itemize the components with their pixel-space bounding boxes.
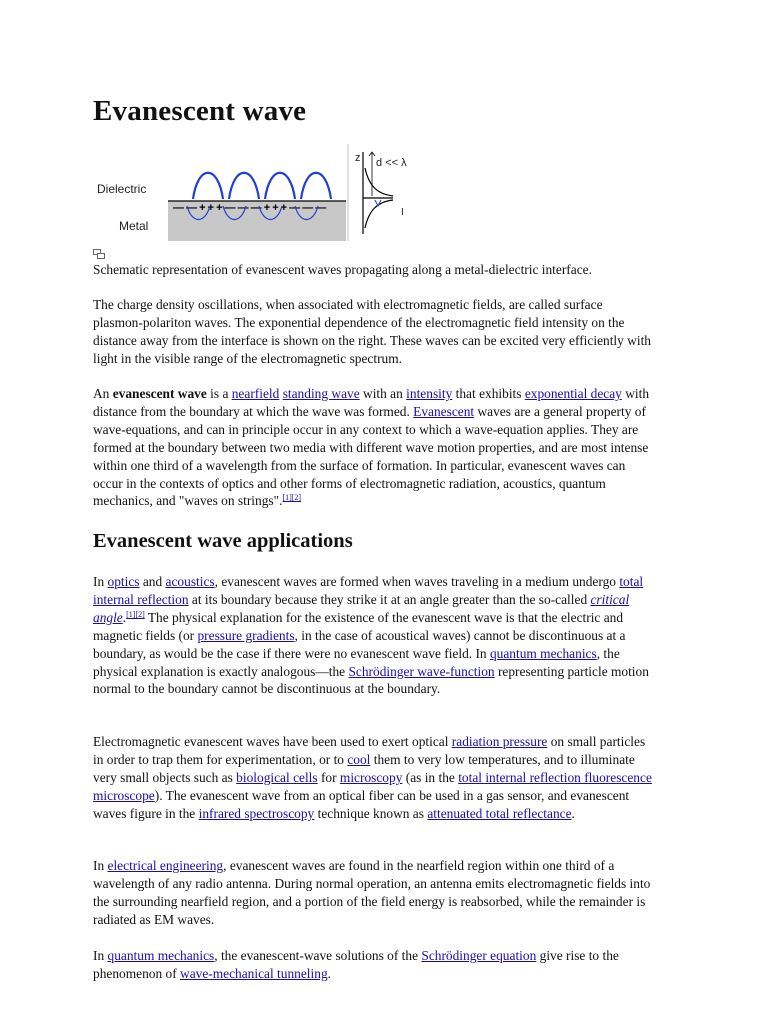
link-electrical-engineering[interactable]: electrical engineering	[107, 858, 224, 873]
section-heading: Evanescent wave applications	[93, 530, 353, 552]
link-wave-mechanical-tunneling[interactable]: wave-mechanical tunneling	[180, 965, 328, 981]
link-quantum-mechanics[interactable]: quantum mechanics	[489, 645, 597, 661]
evanescent-wave-diagram	[93, 144, 533, 274]
figure-caption: Schematic representation of evanescent waves propagating along a metal-dielectric interface.	[93, 262, 592, 277]
reference-link[interactable]: [1][2]	[126, 609, 145, 619]
link-infrared-spectroscopy[interactable]: infrared spectroscopy	[198, 805, 315, 821]
link-exponential-decay[interactable]: exponential decay	[524, 386, 622, 401]
link-acoustics[interactable]: acoustics	[165, 574, 215, 589]
paragraph-definition: An evanescent wave is a nearfield standing wave with an intensity that exhibits exponential decay with distance from the boundary at which the wave was formed. Evanescent waves are a general property of wave-equations, and can in principle occur in any context to which a wave-equation applies. They are formed at the boundary between two media with different wave motion properties, and are most intense within one third of a wavelength from the surface of formation. In particular, evanescent waves can occur in the contexts of optics and other forms of electromagnetic radiation, acoustics, quantum mechanics, and "waves on strings".[1][2]	[93, 386, 650, 509]
link-microscopy[interactable]: microscopy	[339, 769, 403, 785]
wave-arch	[301, 173, 331, 199]
link-total-internal-reflection[interactable]: total internal reflection	[93, 574, 644, 607]
wave-arch	[193, 173, 223, 199]
link-cool[interactable]: cool	[347, 751, 371, 767]
wave-arches	[193, 173, 331, 199]
paragraph-quantum: In quantum mechanics, the evanescent-wave solutions of the Schrödinger equation give rise to the phenomenon of wave-mechanical tunneling.	[93, 948, 619, 981]
reference-link[interactable]: [1][2]	[282, 493, 302, 503]
figure	[93, 144, 533, 274]
link-schrodinger-equation[interactable]: Schrödinger equation	[421, 948, 537, 963]
charge-row: — — + + + — — — + + + — — —	[173, 202, 326, 214]
link-biological-cells[interactable]: biological cells	[236, 769, 318, 785]
link-attenuated-total-reflectance[interactable]: attenuated total reflectance	[427, 805, 572, 821]
link-evanescent[interactable]: Evanescent	[413, 403, 475, 419]
wave-arch	[265, 173, 295, 199]
link-critical-angle[interactable]: critical angle	[93, 591, 630, 625]
link-quantum-mechanics[interactable]: quantum mechanics	[107, 948, 215, 963]
paragraph-electrical-engineering: In electrical engineering, evanescent waves are found in the nearfield region within one third of a wavelength of any radio antenna. During normal operation, an antenna emits electromagnetic fields into the surrounding nearfield region, and a portion of the field energy is reabsorbed, while the remainder is radiated as EM waves.	[93, 858, 651, 927]
i-axis-label: I	[401, 207, 404, 218]
decay-curve-top	[365, 168, 393, 196]
link-nearfield[interactable]: nearfield	[231, 386, 280, 401]
link-schrodinger-wave-function[interactable]: Schrödinger wave-function	[348, 663, 495, 679]
d-label: d << λ	[376, 157, 407, 169]
link-radiation-pressure[interactable]: radiation pressure	[451, 734, 548, 749]
link-tirf-microscope[interactable]: total internal reflection fluorescence microscope	[93, 769, 652, 803]
link-optics[interactable]: optics	[107, 574, 140, 589]
paragraph-plasmon: The charge density oscillations, when associated with electromagnetic fields, are called surface plasmon-polariton waves. The exponential dependence of the electromagnetic field intensity on the distance away from the interface is shown on the right. These waves can be excited very efficiently with light in the visible range of the electromagnetic spectrum.	[93, 297, 651, 366]
term-evanescent-wave: evanescent wave	[112, 386, 207, 401]
link-intensity[interactable]: intensity	[406, 386, 453, 401]
page-title: Evanescent wave	[93, 95, 307, 127]
link-pressure-gradients[interactable]: pressure gradients	[197, 627, 295, 643]
paragraph-electromagnetic: Electromagnetic evanescent waves have been used to exert optical radiation pressure on small particles in order to trap them for experimentation, or to cool them to very low temperatures, and to illuminate very small objects such as biological cells for microscopy (as in the total internal reflection fluorescence microscope). The evanescent wave from an optical fiber can be used in a gas sensor, and evanescent waves figure in the infrared spectroscopy technique known as attenuated total reflectance.	[93, 734, 652, 821]
link-standing-wave[interactable]: standing wave	[282, 386, 360, 401]
metal-label: Metal	[119, 219, 149, 233]
paragraph-optics: In optics and acoustics, evanescent waves are formed when waves traveling in a medium undergo total internal reflection at its boundary because they strike it at an angle greater than the so-called critical angle.[1][2] The physical explanation for the existence of the evanescent wave is that the electric and magnetic fields (or pressure gradients, in the case of acoustical waves) cannot be discontinuous at a boundary, as would be the case if there were no evanescent wave field. In quantum mechanics, the physical explanation is exactly analogous—the Schrödinger wave-function representing particle motion normal to the boundary cannot be discontinuous at the boundary.	[93, 574, 649, 697]
dielectric-label: Dielectric	[97, 182, 147, 196]
z-axis-label: z	[355, 152, 361, 164]
wave-arch	[229, 173, 259, 199]
intensity-arrow	[375, 200, 381, 206]
enlarge-icon[interactable]	[93, 249, 105, 259]
